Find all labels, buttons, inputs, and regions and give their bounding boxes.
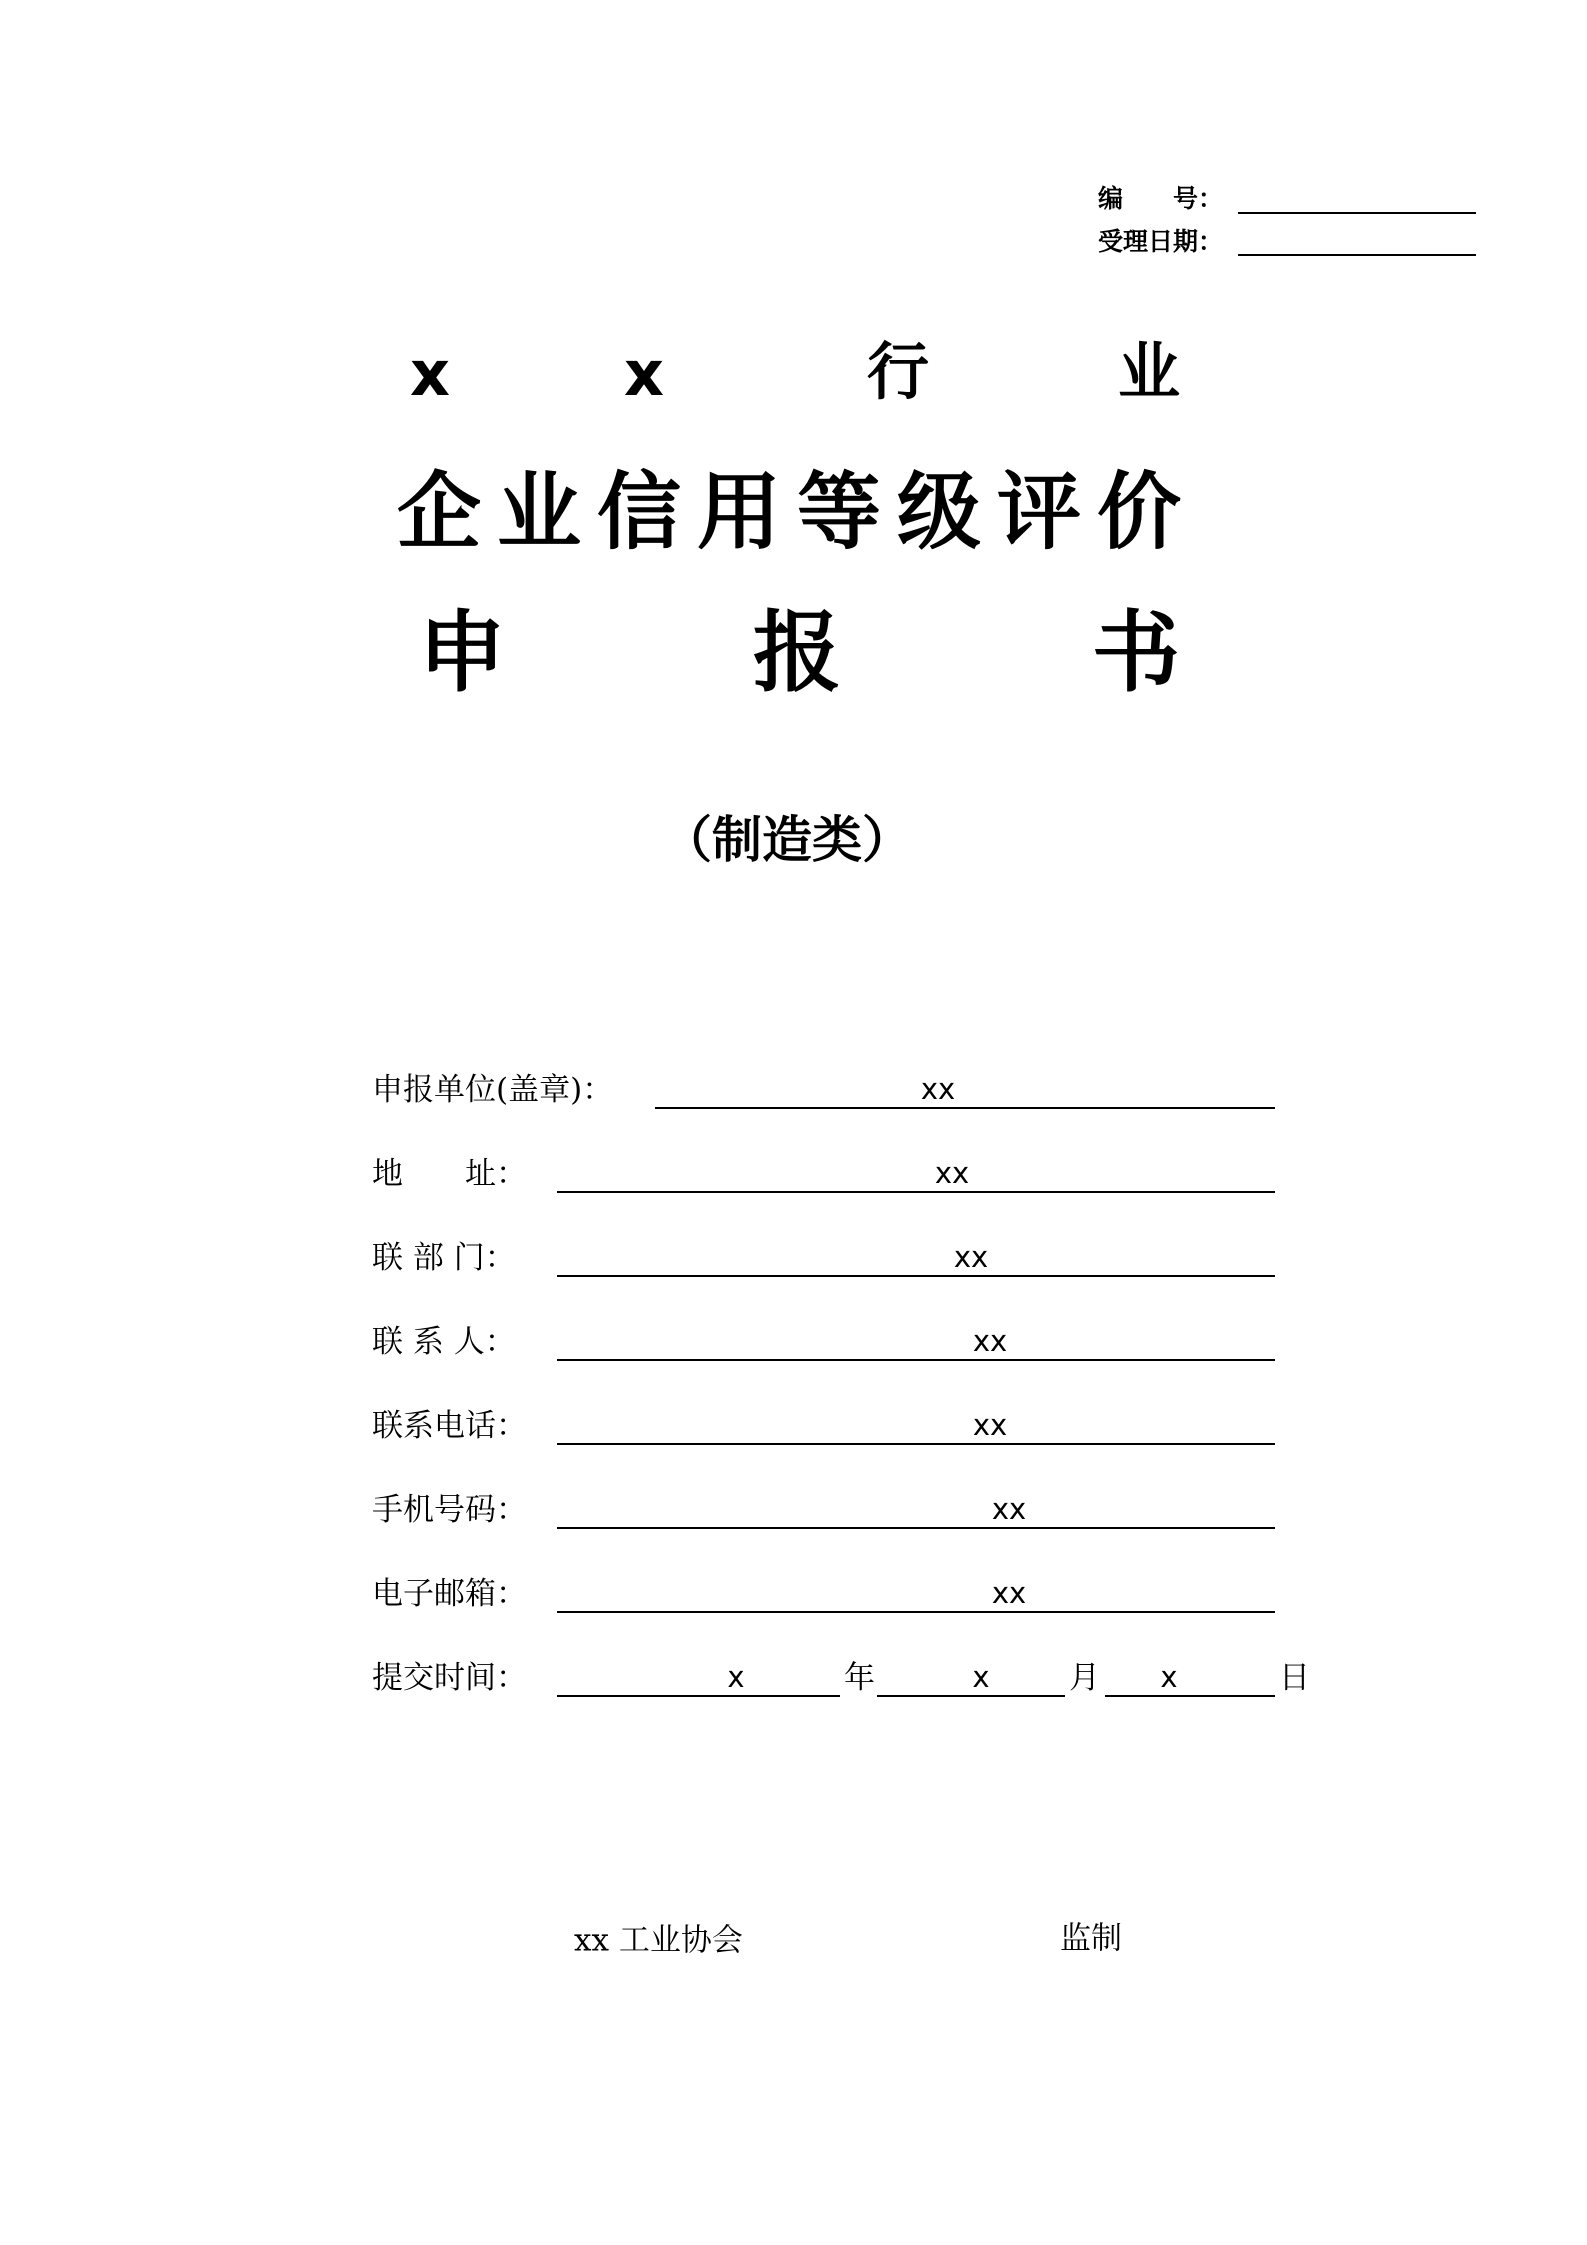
date-received-field[interactable] [1238,254,1476,256]
title-application-char: 报 [752,600,842,704]
field-label-phone: 联系电话： [372,1408,527,1444]
submit-year-value: x [727,1660,745,1694]
field-value-email: xx [991,1576,1027,1610]
serial-number-label: 编 号： [1098,184,1224,213]
field-line-contact-person[interactable] [557,1359,1275,1361]
field-label-department: 联 部 门： [372,1240,516,1276]
title-industry-char: x [410,337,450,410]
month-unit: 月 [1069,1660,1100,1696]
title-industry-char: 行 [866,335,930,408]
year-unit: 年 [844,1660,875,1696]
field-line-department[interactable] [557,1275,1275,1277]
title-application-char: 书 [1091,600,1181,704]
submit-day-line[interactable] [1105,1695,1275,1697]
date-received-label: 受理日期： [1098,227,1224,256]
issuing-organization: xx 工业协会 [574,1922,743,1959]
field-line-applicant[interactable] [655,1107,1275,1109]
submit-date-label: 提交时间： [372,1660,527,1696]
serial-number-field[interactable] [1238,212,1476,214]
field-line-mobile[interactable] [557,1527,1275,1529]
field-value-address: xx [934,1156,970,1190]
field-value-department: xx [953,1240,989,1274]
field-line-phone[interactable] [557,1443,1275,1445]
submit-month-line[interactable] [877,1695,1065,1697]
subtitle-category: （制造类） [662,810,912,869]
submit-month-value: x [972,1660,990,1694]
field-value-applicant: xx [920,1072,956,1106]
field-line-email[interactable] [557,1611,1275,1613]
submit-year-line[interactable] [557,1695,840,1697]
field-label-contact-person: 联 系 人： [372,1324,516,1360]
field-line-address[interactable] [557,1191,1275,1193]
day-unit: 日 [1279,1660,1310,1696]
field-value-mobile: xx [991,1492,1027,1526]
field-label-applicant: 申报单位(盖章)： [372,1072,614,1108]
field-value-phone: xx [972,1408,1008,1442]
field-value-contact-person: xx [972,1324,1008,1358]
field-label-mobile: 手机号码： [372,1492,527,1528]
submit-day-value: x [1160,1660,1178,1694]
title-industry-char: 业 [1117,335,1181,408]
supervision-label: 监制 [1060,1920,1122,1957]
title-main: 企业信用等级评价 [397,462,1198,561]
field-label-address: 地 址： [372,1156,527,1192]
field-label-email: 电子邮箱： [372,1576,527,1612]
title-industry-char: x [624,337,664,410]
title-application-char: 申 [417,600,507,704]
